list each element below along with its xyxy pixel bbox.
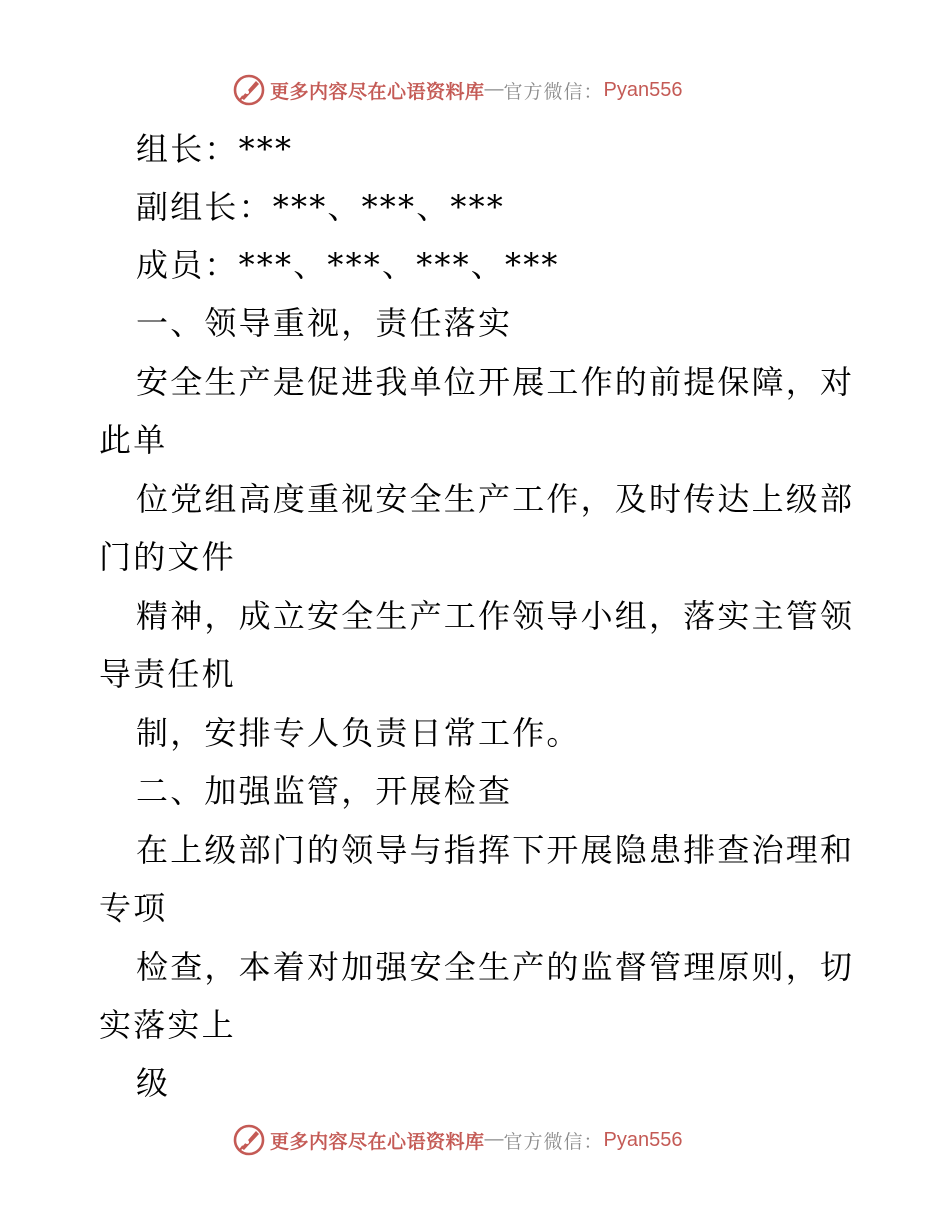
paragraph-line: 专项 <box>99 889 168 927</box>
line-members: 成员：***、***、***、*** <box>136 246 560 284</box>
paragraph-line: 精神，成立安全生产工作领导小组，落实主管领 <box>136 597 855 635</box>
watermark-dash: — <box>484 1129 504 1150</box>
watermark-dash: — <box>484 79 504 100</box>
line-group-leader: 组长：*** <box>136 130 294 168</box>
paragraph-line: 在上级部门的领导与指挥下开展隐患排查治理和 <box>136 831 855 869</box>
paragraph-line: 门的文件 <box>99 538 236 576</box>
section-heading-1: 一、领导重视，责任落实 <box>136 304 513 342</box>
paragraph-line: 制，安排专人负责日常工作。 <box>136 714 581 752</box>
watermark-wechat-id: Pyan556 <box>603 1128 683 1151</box>
paragraph-line: 位党组高度重视安全生产工作，及时传达上级部 <box>136 480 855 518</box>
quill-pen-logo-icon <box>232 1123 266 1157</box>
watermark-wechat-id: Pyan556 <box>603 78 683 101</box>
paragraph-line: 导责任机 <box>99 655 236 693</box>
paragraph-line: 此单 <box>99 421 168 459</box>
watermark-main-text: 更多内容尽在心语资料库 <box>270 80 485 103</box>
watermark-wechat-label: 官方微信： <box>503 1130 604 1153</box>
paragraph-line: 实落实上 <box>99 1006 236 1044</box>
watermark-header <box>232 70 683 110</box>
paragraph-line: 级 <box>136 1064 171 1102</box>
paragraph-line: 安全生产是促进我单位开展工作的前提保障，对 <box>136 363 855 401</box>
watermark-wechat-label: 官方微信： <box>503 80 604 103</box>
section-heading-2: 二、加强监管，开展检查 <box>136 772 513 810</box>
paragraph-line: 检查，本着对加强安全生产的监督管理原则，切 <box>136 948 855 986</box>
line-deputy-leaders: 副组长：***、***、*** <box>136 188 506 226</box>
quill-pen-logo-icon <box>232 73 266 107</box>
watermark-footer <box>232 1120 683 1160</box>
watermark-main-text: 更多内容尽在心语资料库 <box>270 1130 485 1153</box>
